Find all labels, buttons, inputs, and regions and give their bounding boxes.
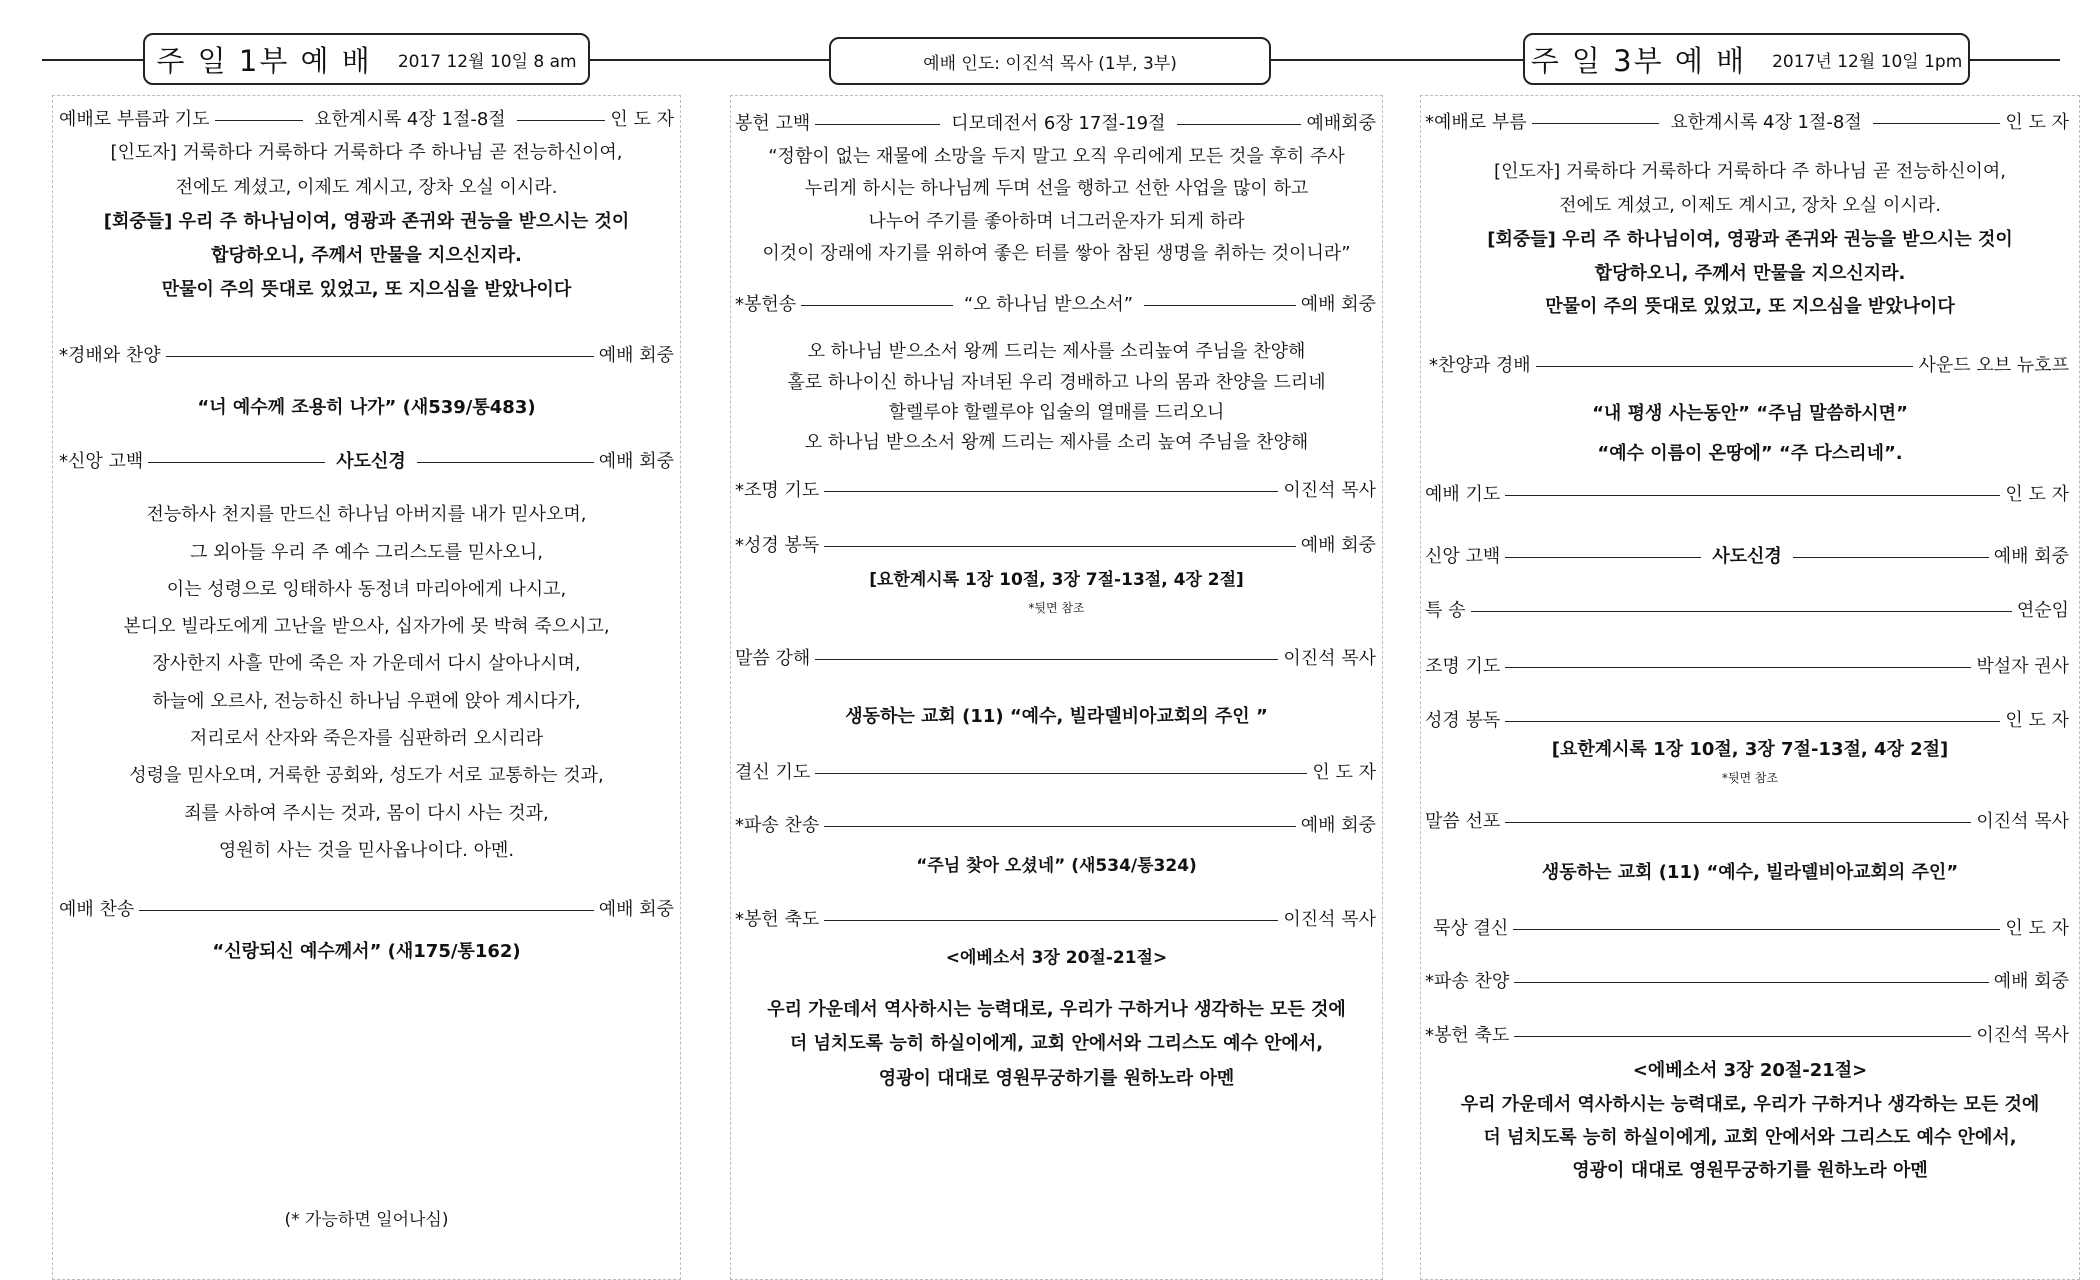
creed-line: 하늘에 오르사, 전능하신 하나님 우편에 앉아 계시다가, xyxy=(152,691,581,712)
order-leader: 예배 회중 xyxy=(1993,546,2069,567)
order-label: *신앙 고백 xyxy=(59,451,144,472)
scripture-note: *뒷면 참조 xyxy=(1028,601,1085,615)
order-reference: 사도신경 xyxy=(1712,546,1782,567)
song-line: 홀로 하나이신 하나님 자녀된 우리 경배하고 나의 몸과 찬양을 드리네 xyxy=(787,372,1326,393)
order-reference: 사도신경 xyxy=(336,451,406,472)
call-line: [인도자] 거룩하다 거룩하다 거룩하다 주 하나님 곧 전능하신이여, xyxy=(110,142,623,163)
offering-line: 누리게 하시는 하나님께 두며 선을 행하고 선한 사업을 많이 하고 xyxy=(804,178,1309,199)
scripture-note: *뒷면 참조 xyxy=(1721,771,1779,785)
order-worship-praise xyxy=(59,343,674,369)
order-leader: 예배 회중 xyxy=(1300,815,1376,836)
order-meditation xyxy=(1433,916,2069,942)
benediction-line: 영광이 대대로 영원무궁하기를 원하노라 아멘 xyxy=(878,1068,1235,1089)
order-sermon xyxy=(735,646,1376,672)
service1-title-box xyxy=(143,33,590,85)
order-benediction xyxy=(1425,1023,2069,1049)
order-reference: 요한계시록 4장 1절-8절 xyxy=(1670,112,1862,133)
order-leader: 예배 회중 xyxy=(1300,294,1376,315)
creed-line: 죄를 사하여 주시는 것과, 몸이 다시 사는 것과, xyxy=(184,803,549,824)
service1-date: 2017 12월 10일 8 am xyxy=(397,51,577,72)
order-praise-worship xyxy=(1429,353,2069,379)
order-scripture-reading xyxy=(735,533,1376,559)
service1-title: 주 일 1부 예 배 xyxy=(156,43,372,78)
order-illumination-prayer xyxy=(735,478,1376,504)
order-label: 예배 찬송 xyxy=(59,899,135,920)
call-line: 합당하오니, 주께서 만물을 지으신지라. xyxy=(1594,263,1906,284)
column-service1 xyxy=(52,95,681,1280)
order-benediction xyxy=(735,907,1376,933)
order-leader: 인 도 자 xyxy=(2005,484,2069,505)
order-creed xyxy=(59,449,674,475)
benediction-line: 더 넘치도록 능히 하실이에게, 교회 안에서와 그리스도 예수 안에서, xyxy=(789,1033,1324,1054)
order-label: *봉헌 축도 xyxy=(735,909,820,930)
benediction-line: 우리 가운데서 역사하시는 능력대로, 우리가 구하거나 생각하는 모든 것에 xyxy=(1460,1094,2040,1115)
order-call-to-worship xyxy=(59,107,674,133)
order-label: *봉헌 축도 xyxy=(1425,1025,1510,1046)
order-label: 성경 봉독 xyxy=(1425,710,1501,731)
order-leader: 예배 회중 xyxy=(1993,971,2069,992)
order-label: 신앙 고백 xyxy=(1425,546,1501,567)
service3-title-box xyxy=(1523,33,1970,85)
benediction-line: 우리 가운데서 역사하시는 능력대로, 우리가 구하거나 생각하는 모든 것에 xyxy=(767,999,1346,1020)
service3-title: 주 일 3부 예 배 xyxy=(1530,43,1747,78)
order-dedication-prayer xyxy=(735,760,1376,786)
order-sending-hymn xyxy=(735,813,1376,839)
creed-line: 이는 성령으로 잉태하사 동정녀 마리아에게 나시고, xyxy=(166,579,567,600)
order-label: *경배와 찬양 xyxy=(59,345,161,366)
hymn-title: “주님 찾아 오셨네” (새534/통324) xyxy=(916,856,1197,876)
leader-box xyxy=(829,37,1271,85)
hymn-title: “신랑되신 예수께서” (새175/통162) xyxy=(212,941,521,962)
call-line: 전에도 계셨고, 이제도 계시고, 장차 오실 이시라. xyxy=(175,177,558,198)
song-line: 할렐루야 할렐루야 입술의 열매를 드리오니 xyxy=(888,402,1225,423)
call-line: [인도자] 거룩하다 거룩하다 거룩하다 주 하나님 곧 전능하신이여, xyxy=(1494,161,2006,182)
order-leader: 인 도 자 xyxy=(2005,918,2069,939)
order-reference: 요한계시록 4장 1절-8절 xyxy=(314,109,506,130)
order-reference: 디모데전서 6장 17절-19절 xyxy=(951,113,1166,134)
song-line: 오 하나님 받으소서 왕께 드리는 제사를 소리 높여 주님을 찬양해 xyxy=(804,432,1309,453)
call-line: 합당하오니, 주께서 만물을 지으신지라. xyxy=(211,245,522,266)
order-call-to-worship xyxy=(1425,110,2069,136)
order-label: *봉헌송 xyxy=(735,294,797,315)
order-label: 예배로 부름과 기도 xyxy=(59,109,210,130)
order-leader: 인 도 자 xyxy=(610,109,674,130)
order-leader: 예배 회중 xyxy=(598,899,674,920)
scripture-reference: [요한계시록 1장 10절, 3장 7절-13절, 4장 2절] xyxy=(1551,739,1949,760)
order-label: 특 송 xyxy=(1425,600,1466,621)
order-leader: 연순임 xyxy=(2016,600,2069,621)
order-label: 조명 기도 xyxy=(1425,656,1501,677)
benediction-reference: <에베소서 3장 20절-21절> xyxy=(1632,1060,1868,1081)
praise-songs: “예수 이름이 온땅에” “주 다스리네”. xyxy=(1597,443,1903,464)
order-leader: 예배 회중 xyxy=(598,451,674,472)
order-leader: 박설자 권사 xyxy=(1976,656,2069,677)
call-line: [회중들] 우리 주 하나님이여, 영광과 존귀와 권능을 받으시는 것이 xyxy=(103,211,630,232)
order-label: *찬양과 경배 xyxy=(1429,355,1531,376)
order-leader: 이진석 목사 xyxy=(1283,648,1376,669)
order-sending-hymn xyxy=(1425,969,2069,995)
hymn-title: “너 예수께 조용히 나가” (새539/통483) xyxy=(197,397,536,418)
creed-line: 장사한지 사흘 만에 죽은 자 가운데서 다시 살아나시며, xyxy=(152,653,581,674)
sermon-title: 생동하는 교회 (11) “예수, 빌라델비아교회의 주인” xyxy=(1541,862,1959,883)
creed-line: 그 외아들 우리 주 예수 그리스도를 믿사오니, xyxy=(189,542,544,563)
service3-date: 2017년 12월 10일 1pm xyxy=(1772,51,1963,72)
creed-line: 본디오 빌라도에게 고난을 받으사, 십자가에 못 박혀 죽으시고, xyxy=(123,616,610,637)
order-label: *파송 찬송 xyxy=(735,815,820,836)
order-special-song xyxy=(1425,598,2069,624)
order-leader: 예배회중 xyxy=(1306,113,1376,134)
order-leader: 인 도 자 xyxy=(1312,762,1376,783)
order-sermon xyxy=(1425,809,2069,835)
creed-line: 저리로서 산자와 죽은자를 심판하러 오시리라 xyxy=(189,728,544,749)
order-label: *성경 봉독 xyxy=(735,535,820,556)
order-label: 묵상 결신 xyxy=(1433,918,1509,939)
order-creed xyxy=(1425,544,2069,570)
order-leader: 인 도 자 xyxy=(2005,112,2069,133)
order-label: *예배로 부름 xyxy=(1425,112,1527,133)
order-reference: “오 하나님 받으소서” xyxy=(963,294,1134,315)
creed-line: 성령을 믿사오며, 거룩한 공회와, 성도가 서로 교통하는 것과, xyxy=(129,765,604,786)
order-label: 결신 기도 xyxy=(735,762,811,783)
order-label: 봉헌 고백 xyxy=(735,113,811,134)
scripture-reference: [요한계시록 1장 10절, 3장 7절-13절, 4장 2절] xyxy=(869,570,1244,590)
call-line: [회중들] 우리 주 하나님이여, 영광과 존귀와 권능을 받으시는 것이 xyxy=(1487,229,2013,250)
order-offering-song xyxy=(735,292,1376,318)
benediction-reference: <에베소서 3장 20절-21절> xyxy=(945,948,1168,968)
call-line: 만물이 주의 뜻대로 있었고, 또 지으심을 받았나이다 xyxy=(161,279,572,300)
offering-line: 나누어 주기를 좋아하며 너그러운자가 되게 하라 xyxy=(868,211,1245,232)
order-leader: 예배 회중 xyxy=(1300,535,1376,556)
column-service3 xyxy=(1420,95,2080,1280)
order-leader: 이진석 목사 xyxy=(1976,1025,2069,1046)
order-label: 말씀 선포 xyxy=(1425,811,1501,832)
order-scripture-reading xyxy=(1425,708,2069,734)
worship-leader: 예배 인도: 이진석 목사 (1부, 3부) xyxy=(923,53,1177,74)
order-leader: 인 도 자 xyxy=(2005,710,2069,731)
order-label: 예배 기도 xyxy=(1425,484,1501,505)
order-illumination-prayer xyxy=(1425,654,2069,680)
order-leader: 이진석 목사 xyxy=(1283,909,1376,930)
benediction-line: 영광이 대대로 영원무궁하기를 원하노라 아멘 xyxy=(1572,1160,1928,1181)
call-line: 만물이 주의 뜻대로 있었고, 또 지으심을 받았나이다 xyxy=(1545,296,1955,317)
order-label: *파송 찬양 xyxy=(1425,971,1510,992)
footnote: (* 가능하면 일어나심) xyxy=(284,1210,449,1230)
creed-line: 전능하사 천지를 만드신 하나님 아버지를 내가 믿사오며, xyxy=(146,504,587,525)
order-leader: 이진석 목사 xyxy=(1283,480,1376,501)
song-line: 오 하나님 받으소서 왕께 드리는 제사를 소리높여 주님을 찬양해 xyxy=(807,341,1306,362)
order-label: 말씀 강해 xyxy=(735,648,811,669)
order-worship-prayer xyxy=(1425,482,2069,508)
column-service-middle xyxy=(730,95,1383,1280)
creed-line: 영원히 사는 것을 믿사옵나이다. 아멘. xyxy=(218,840,515,861)
offering-line: 이것이 장래에 자기를 위하여 좋은 터를 쌓아 참된 생명을 취하는 것이니라” xyxy=(762,243,1351,264)
order-offering-confession xyxy=(735,111,1376,137)
order-leader: 이진석 목사 xyxy=(1976,811,2069,832)
call-line: 전에도 계셨고, 이제도 계시고, 장차 오실 이시라. xyxy=(1559,195,1941,216)
praise-songs: “내 평생 사는동안” “주님 말씀하시면” xyxy=(1592,403,1908,424)
order-leader: 사운드 오브 뉴호프 xyxy=(1918,355,2069,376)
order-label: *조명 기도 xyxy=(735,480,820,501)
offering-line: “정함이 없는 재물에 소망을 두지 말고 오직 우리에게 모든 것을 후히 주사 xyxy=(768,146,1345,167)
sermon-title: 생동하는 교회 (11) “예수, 빌라델비아교회의 주인 ” xyxy=(845,706,1268,727)
order-leader: 예배 회중 xyxy=(598,345,674,366)
order-hymn xyxy=(59,897,674,923)
benediction-line: 더 넘치도록 능히 하실이에게, 교회 안에서와 그리스도 예수 안에서, xyxy=(1483,1127,2017,1148)
